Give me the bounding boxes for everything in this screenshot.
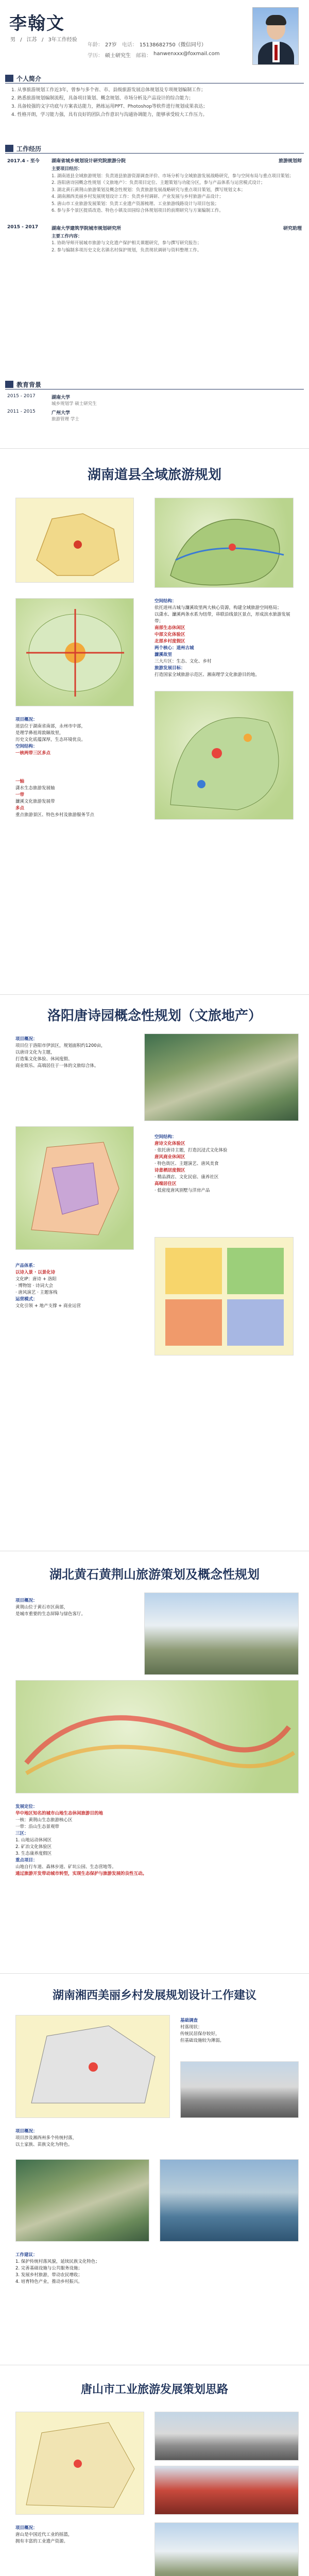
job-sub-title: 主要工作内容：	[52, 233, 82, 239]
text-line: 山地自行车道、森林步道、矿坑公园、生态营地等。	[15, 1865, 116, 1870]
text-line: 1. 保护传统村落风貌，延续民族文化特色；	[15, 2259, 100, 2264]
project-suggestion-text	[15, 2252, 294, 2285]
text-line: 项目位于洛阳市伊滨区，规划面积约1200亩，	[15, 1043, 106, 1048]
job-desc-line: 1. 协助导师开展城市旅游与文化遗产保护相关课题研究，参与撰写研究报告；	[52, 241, 202, 246]
text-line: 3. 生态康养度假区	[15, 1851, 52, 1856]
text-line: 一核两带三区多点	[15, 751, 51, 756]
project-overview-text	[15, 2128, 170, 2148]
intro-line: 1. 从事旅游规划工作近3年，曾参与多个省、市、县级旅游发展总体规划及专项规划编制工作；	[11, 88, 206, 93]
text-line: · 特色街区、主题演艺、唐风美食	[154, 1161, 219, 1166]
project-title: 洛阳唐诗园概念性规划（文旅地产）	[47, 1008, 262, 1024]
text-line: 打造国家全域旅游示范区、湘南理学文化旅游目的地。	[154, 672, 260, 677]
candidate-tagline	[10, 35, 80, 43]
section-title: 个人简介	[16, 75, 42, 82]
zoning-icon	[155, 1238, 294, 1355]
text-line: 项目涉及湘西州多个传统村落，	[15, 2136, 77, 2141]
text-line: 运营模式：	[15, 1297, 38, 1302]
text-line: 北部乡村度假区	[154, 639, 185, 644]
village-map-icon	[16, 2015, 170, 2118]
text-line: 发展定位：	[15, 1804, 38, 1809]
text-line: 旅游发展目标：	[154, 666, 185, 671]
text-line: 道县位于湖南省南部，永州市中部，	[15, 724, 86, 729]
candidate-name: 李翰文	[9, 13, 65, 34]
contact-phone[interactable]	[122, 40, 207, 48]
spatial-structure-image	[15, 598, 134, 706]
text-line: 是城市重要的生态屏障与绿色客厅。	[15, 1612, 86, 1617]
text-line: 但基础设施较为薄弱。	[180, 2038, 225, 2043]
job-description	[52, 166, 304, 215]
text-line: 基础调查	[180, 2018, 198, 2023]
project-title: 湖南湘西美丽乡村发展规划设计工作建议	[52, 1989, 256, 2002]
project-structure-text	[154, 1134, 294, 1194]
text-line: 历史文化底蕴深厚，生态环境优良。	[15, 737, 86, 742]
job-company: 湖南省城乡规划设计研究院旅游分院	[52, 159, 126, 164]
contact-age	[88, 40, 117, 48]
candidate-photo	[252, 7, 299, 65]
intro-section-head	[5, 73, 304, 83]
tagline-gender: 男	[10, 37, 15, 43]
section-bar-icon	[5, 381, 13, 388]
project-overview-text	[15, 1036, 134, 1070]
project-overview-text	[15, 2525, 144, 2545]
text-line: 多点	[15, 806, 25, 811]
job-sub-title: 主要项目经历：	[52, 166, 82, 172]
work-section-head	[5, 143, 304, 154]
edu-section-head	[5, 379, 304, 389]
text-line: 2. 完善基础设施与公共服务设施；	[15, 2266, 82, 2271]
text-line: 空间结构：	[154, 599, 177, 604]
project-plan-text	[15, 1804, 294, 1877]
text-line: 传统民居保存较好，	[180, 2031, 220, 2037]
job-role: 研究助理	[283, 226, 302, 231]
county-map-icon	[155, 498, 294, 588]
text-line: 诗意栖居度假区	[154, 1168, 185, 1173]
contact-label: 年龄：	[88, 42, 103, 48]
project-product-text	[15, 1263, 134, 1310]
contact-label: 学历：	[88, 53, 103, 59]
text-line: 工作建议：	[15, 2252, 38, 2258]
text-line: 一轴	[15, 779, 25, 784]
mountain-photo-image	[144, 1592, 299, 1675]
planning-map-icon	[155, 691, 294, 820]
job-header	[5, 156, 304, 165]
contact-value: 硕士研究生	[105, 53, 131, 59]
text-line: 以潇水、濂溪两条水系为纽带，串联沿线景区景点，形成滨水旅游发展带；	[154, 612, 290, 624]
project-xiangxi	[0, 1973, 309, 2365]
contact-value[interactable]: 15138682750（微信同号）	[139, 42, 207, 48]
text-line: 通过旅游开发带动城市转型，实现生态保护与旅游发展的良性互动。	[15, 1871, 147, 1876]
job-desc-line: 2. 洛阳唐诗园概念性规划（文旅地产）：负责项目定位、主题策划与功能分区，参与产品体系与运营模式设计；	[52, 180, 265, 185]
project-title: 唐山市工业旅游发展策划思路	[80, 2383, 228, 2396]
village-map-image	[15, 2015, 170, 2118]
text-line: 打造集文化体验、休闲度假、	[15, 1057, 73, 1062]
text-line: 村落现状：	[180, 2025, 202, 2030]
text-line: 华中地区知名的城市山地生态休闲旅游目的地	[15, 1811, 104, 1816]
text-line: 1. 山地运动休闲区	[15, 1838, 52, 1843]
intro-text	[11, 87, 298, 120]
text-line: 产品体系：	[15, 1263, 38, 1268]
resume-section	[0, 0, 309, 448]
text-line: 中部文化体验区	[154, 632, 185, 637]
job-header	[5, 223, 304, 232]
text-line: 濂溪文化旅游发展带	[15, 799, 55, 804]
text-line: · 精品酒店、文化民宿、康养社区	[154, 1175, 219, 1180]
text-line: 空间结构：	[15, 744, 38, 749]
intro-line: 2. 熟悉旅游规划编制流程，具备项目策划、概念规划、市场分析及产品设计的综合能力；	[11, 96, 194, 101]
project-luoyang	[0, 994, 309, 1551]
text-line: 文化IP：唐诗 + 洛阳	[15, 1277, 57, 1282]
text-line: 文化引领 + 地产支撑 + 商业运营	[15, 1303, 81, 1309]
tagline-sep: /	[20, 37, 22, 43]
location-map-image	[15, 498, 134, 583]
village-photo-image	[180, 2061, 299, 2118]
text-line: 空间结构：	[154, 1134, 177, 1140]
project-title: 湖北黄石黄荆山旅游策划及概念性规划	[49, 1567, 260, 1582]
job-role: 旅游规划师	[278, 159, 302, 164]
text-line: · 博物馆 · 诗词大会	[15, 1283, 54, 1289]
text-line: 唐风商业休闲区	[154, 1155, 185, 1160]
edu-date: 2015 - 2017	[7, 394, 36, 399]
aerial-rendering-image	[144, 1033, 299, 1121]
section-bar-icon	[5, 145, 13, 152]
text-line: · 低密度唐风别墅与洋房产品	[154, 1188, 210, 1193]
section-divider	[5, 153, 304, 154]
text-line: · 依托唐诗主题，打造沉浸式文化体验	[154, 1148, 228, 1153]
project-overview-text	[15, 1598, 134, 1618]
text-line: · 唐风演艺 · 主题客栈	[15, 1290, 58, 1295]
route-plan-image	[15, 1680, 299, 1793]
edu-school: 湖南大学	[52, 395, 71, 400]
text-line: 以土家族、苗族文化为特色。	[15, 2142, 73, 2147]
edu-item	[5, 392, 304, 407]
text-line: 三区：	[15, 1831, 29, 1836]
region-map-icon	[16, 498, 134, 583]
contact-email[interactable]	[136, 51, 219, 59]
text-line: 一带：沿山生态景观带	[15, 1824, 60, 1829]
text-line: 3. 发展乡村旅游，带动农民增收；	[15, 2273, 82, 2278]
tagline-sep: /	[41, 37, 44, 43]
project-huangshi	[0, 1551, 309, 1973]
text-line: 一带	[15, 792, 25, 798]
text-line: 濂溪故里	[154, 652, 173, 657]
industrial-park-image	[154, 2522, 299, 2576]
route-plan-icon	[16, 1681, 299, 1793]
text-line: 拥有丰富的工业遗产资源。	[15, 2539, 68, 2544]
section-title: 工作经历	[16, 145, 42, 152]
project-overview-text	[15, 717, 134, 757]
industrial-map-icon	[16, 2412, 144, 2515]
job-desc-line: 5. 唐山市工业旅游发展策划：负责工业遗产资源梳理、工业旅游线路设计与项目包装；	[52, 201, 219, 207]
text-line: 重点项目：	[15, 1858, 38, 1863]
text-line: 两个核心：道州古城	[154, 646, 194, 651]
project-structure-text	[154, 598, 294, 679]
project-title: 湖南道县全域旅游规划	[87, 467, 221, 483]
factory-photo-image	[154, 2412, 299, 2461]
text-line: 以诗入景 · 以景化诗	[15, 1270, 56, 1275]
intro-line: 3. 具备较强的文字功底与方案表达能力，熟练运用PPT、Photoshop等软件进行规划成果表达；	[11, 104, 208, 109]
contact-value: 27岁	[105, 42, 117, 48]
contact-label: 电话：	[122, 42, 138, 48]
structure-diagram-icon	[16, 599, 134, 706]
section-title: 教育背景	[16, 381, 42, 388]
text-line: 高端居住区	[154, 1181, 177, 1187]
job-desc-line: 3. 湖北黄石黄荆山旅游策划及概念性规划：负责旅游发展战略研究与重点项目策划，撰写规划文本；	[52, 187, 246, 193]
text-line: 项目概况：	[15, 1037, 38, 1042]
text-line: 4. 培育特色产业，推动乡村振兴。	[15, 2279, 82, 2284]
planning-map-image	[154, 691, 294, 820]
function-zoning-image	[154, 1237, 294, 1355]
village-river-image	[160, 2159, 299, 2242]
job-desc-line: 1. 湖南道县全域旅游规划：负责道县旅游资源调查评价、市场分析与全域旅游发展战略研究，参与空间布局与重点项目策划；	[52, 173, 294, 179]
edu-major: 旅游管理 学士	[52, 417, 79, 422]
text-line: 唐山是中国近代工业的摇篮，	[15, 2532, 73, 2537]
text-line: 项目概况：	[15, 2526, 38, 2531]
edu-date: 2011 - 2015	[7, 409, 36, 414]
contact-label: 邮箱：	[136, 53, 151, 59]
text-line: 以唐诗文化为主题，	[15, 1050, 55, 1055]
text-line: 商业娱乐、高端居住于一体的文旅综合体。	[15, 1063, 99, 1069]
education-list	[5, 392, 304, 422]
text-line: 黄荆山位于黄石市区南部，	[15, 1605, 68, 1610]
text-line: 南部生态休闲区	[154, 625, 185, 631]
job-date: 2015 - 2017	[7, 224, 39, 230]
job-desc-line: 4. 湖南湘西美丽乡村发展规划设计工作：负责乡村调研、产业发展与乡村旅游产品设计；	[52, 194, 224, 199]
master-plan-image	[15, 1126, 134, 1250]
text-line: 唐诗文化体验区	[154, 1141, 185, 1146]
text-line: 2. 矿冶文化体验区	[15, 1844, 52, 1850]
industrial-map-image	[15, 2412, 144, 2515]
master-plan-icon	[16, 1127, 134, 1250]
edu-item	[5, 407, 304, 422]
job-description	[52, 233, 304, 255]
job-desc-line: 6. 参与多个景区提质改造、特色小镇及田园综合体规划项目的前期研究与方案编制工作。	[52, 208, 224, 213]
contact-value[interactable]: hanwenxxx@foxmail.com	[153, 51, 220, 57]
job-company: 湖南大学建筑学院城市规划研究所	[52, 226, 122, 231]
text-line: 是理学鼻祖周敦颐故里，	[15, 731, 64, 736]
section-bar-icon	[5, 75, 13, 82]
job-desc-line: 2. 参与编制多项历史文化名镇名村保护规划，负责现状调研与资料整理工作。	[52, 247, 202, 253]
contact-degree	[88, 51, 131, 59]
county-map-image	[154, 498, 294, 588]
text-line: 项目概况：	[15, 2129, 38, 2134]
village-landscape-image	[15, 2159, 149, 2242]
text-line: 项目概况：	[15, 1598, 38, 1603]
train-photo-image	[154, 2466, 299, 2515]
text-line: 重点旅游景区、特色乡村及旅游服务节点	[15, 812, 95, 818]
text-line: 潇水生态旅游发展轴	[15, 786, 55, 791]
tagline-hometown: 江苏	[26, 37, 37, 43]
tagline-experience: 3年工作经验	[48, 37, 77, 43]
work-experience	[5, 156, 304, 254]
intro-line: 4. 性格开朗，学习能力强，具有良好的团队合作意识与沟通协调能力，能够承受较大工作压力。	[11, 112, 208, 117]
text-line: 一核：黄荆山生态旅游核心区	[15, 1818, 73, 1823]
text-line: 依托道州古城与濂溪故里两大核心资源，构建全域旅游空间格局；	[154, 605, 282, 611]
contact-row	[88, 40, 252, 48]
text-line: 三大片区：生态、文化、乡村	[154, 659, 212, 664]
edu-major: 城乡规划学 硕士研究生	[52, 401, 97, 406]
job-date: 2017.4 - 至今	[7, 159, 40, 164]
project-daoxian	[0, 448, 309, 994]
project-tangshan	[0, 2365, 309, 2576]
project-survey-text	[180, 2018, 294, 2044]
text-line: 项目概况：	[15, 717, 38, 722]
edu-school: 广州大学	[52, 411, 71, 416]
project-axis-text	[15, 778, 134, 819]
contact-row	[88, 51, 252, 59]
contact-info	[88, 40, 252, 62]
